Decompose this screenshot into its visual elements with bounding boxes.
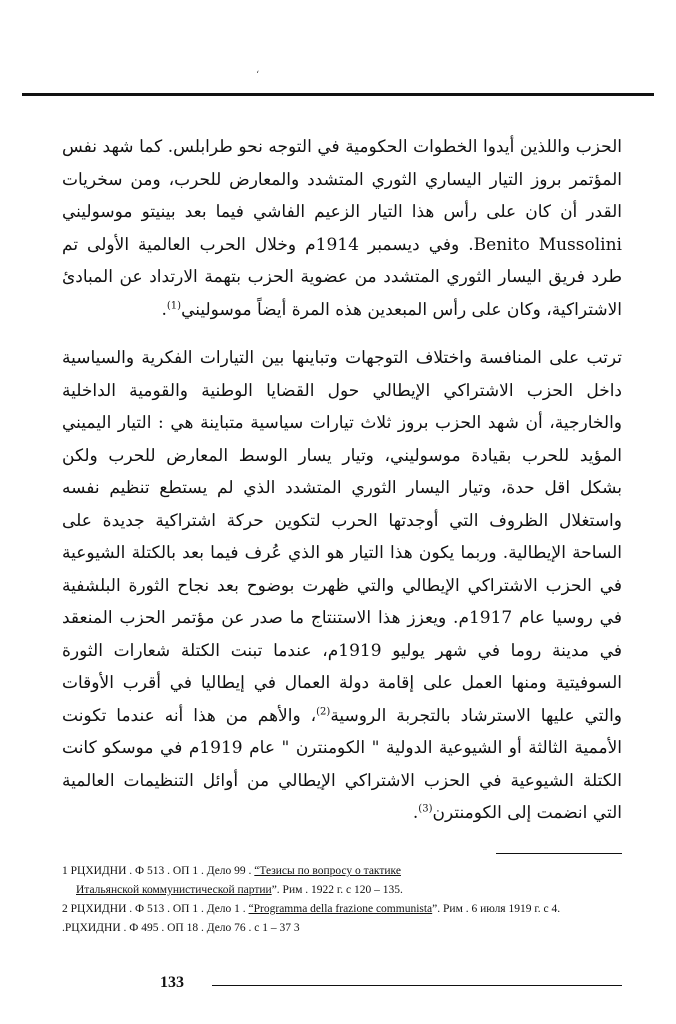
footnote-2-prefix: 2 РЦХИДНИ . Ф 513 . ОП 1 . Дело 1 . (62, 903, 246, 915)
footnote-rule (496, 853, 622, 854)
footnote-1-line-2 (62, 881, 652, 900)
page-number: 133 (160, 974, 184, 991)
top-rule (22, 93, 654, 96)
footnote-3-line: .РЦХИДНИ . Ф 495 . ОП 18 . Дело 76 . с 1 – 37 3 (62, 922, 300, 934)
paragraph-1-text: الحزب واللذين أيدوا الخطوات الحكومية في التوجه نحو طرابلس. كما شهد نفس المؤتمر بروز التيار اليساري الثوري المتشدد والمعارض للحرب، ومن سخريات القدر أن كان على رأس هذا التيار الزعيم الفاشي فيما بعد بينيتو موسوليني Benito Mussolini. وفي ديسمبر 1914م وخلال الحرب العالمية الأولى تم طرد فريق اليسار الثوري المتشدد من عضوية الحزب بتهمة الارتداد عن المبادئ الاشتراكية، وكان على رأس المبعدين هذه المرة أيضاً موسوليني (62, 137, 622, 320)
body-paragraph-2 (62, 342, 622, 830)
footnote-2-title: “Programma della frazione communista (248, 903, 433, 915)
footnote-1-title-b: Итальянской коммунистической партии (76, 884, 272, 896)
paragraph-2-text-b: ، والأهم من هذا أنه عندما تكونت الأممية الثالثة أو الشيوعية الدولية " الكومنترن " عام 1919م في موسكو كانت الكتلة الشيوعية في الحزب الاشتراكي الإيطالي من أوائل التنظيمات العالمية التي انضمت إلى الكومنترن (62, 705, 622, 823)
paragraph-2-end: . (412, 803, 419, 823)
stray-mark: ‘ (256, 70, 260, 81)
footnotes (62, 862, 652, 938)
footnote-2-suffix: ”. Рим . 6 июля 1919 г. с 4. (432, 903, 561, 915)
footnote-1-suffix: ”. Рим . 1922 г. с 120 – 135. (271, 884, 403, 896)
footnote-ref-1: (1) (166, 299, 182, 311)
body-paragraph-1 (62, 131, 622, 326)
paragraph-2-text-a: ترتب على المنافسة واختلاف التوجهات وتباينها بين التيارات الفكرية والسياسية داخل الحزب الاشتراكي الإيطالي حول القضايا الوطنية والقومية الداخلية والخارجية، أن شهد الحزب بروز ثلاث تيارات سياسية متباينة هي : التيار اليميني المؤيد للحرب بقيادة موسوليني، وتيار يسار الوسط المعارض للحرب ولكن بشكل اقل حدة، وتيار اليسار الثوري المتشدد الذي لم يستطع تنظيم نفسه واستغلال الظروف التي أوجدتها الحرب لتكوين حركة اشتراكية جديدة على الساحة الإيطالية. وربما يكون هذا التيار هو الذي عُرف فيما بعد بالكتلة الشيوعية في الحزب الاشتراكي الإيطالي والتي ظهرت بوضوح بعد نجاح الثورة البلشفية في روسيا عام 1917م. ويعزز هذا الاستنتاج ما صدر عن مؤتمر الحزب المنعقد في مدينة روما في شهر يوليو 1919م، عندما تبنت الكتلة شعارات الثورة السوفيتية ومنها العمل على إقامة دولة العمال في إيطاليا في أقرب الأوقات والتي عليها الاسترشاد بالتجربة الروسية (62, 348, 622, 726)
footnote-ref-3: (3) (418, 803, 433, 815)
footnote-1-title-a: “Тезисы по вопросу о тактике (254, 865, 401, 877)
footer-rule (212, 985, 622, 986)
footnote-1-line-1 (62, 862, 652, 881)
footnote-ref-2: (2) (316, 705, 331, 717)
footnote-1-prefix: 1 РЦХИДНИ . Ф 513 . ОП 1 . Дело 99 . (62, 865, 252, 877)
paragraph-1-end: . (161, 299, 167, 320)
footnote-2-line (62, 900, 652, 919)
page-footer (160, 974, 630, 998)
